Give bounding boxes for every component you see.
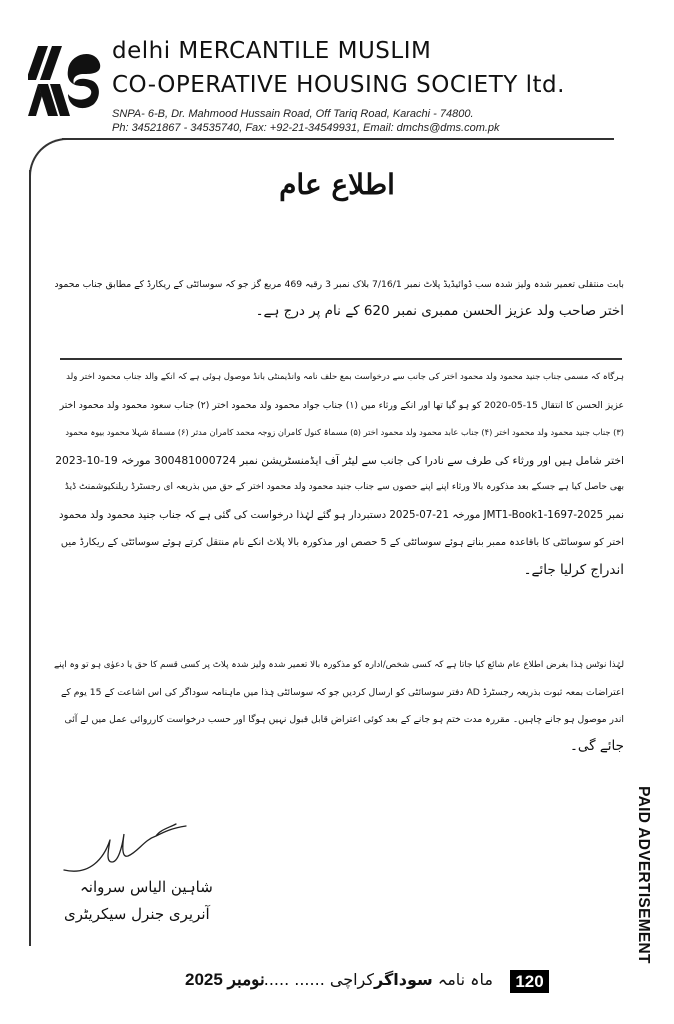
paragraph-line: عزیز الحسن کا انتقال 15-05-2020 کو ہو گیا تھا اور انکے ورثاء میں (۱) جناب جواد محمود ولد محمود اختر (۲) جناب سعود محمود ولد محمود اختر: [59, 399, 624, 411]
org-contact: Ph: 34521867 - 34535740, Fax: +92-21-34549931, Email: dmchs@dms.com.pk: [112, 122, 500, 134]
paragraph-line: اختر شامل ہیں اور ورثاء کی طرف سے نادرا کی جانب سے لیٹر آف ایڈمنسٹریشن نمبر 300481000724 مورخہ 19-10-2023: [55, 453, 624, 467]
magazine-city: کراچی: [329, 970, 374, 989]
org-address-block: [112, 107, 500, 135]
magazine-prefix: ماہ نامہ: [437, 970, 493, 989]
issue-year: 2025: [185, 970, 223, 989]
paragraph-line: ہرگاہ کہ مسمی جناب جنید محمود ولد محمود اختر کی جانب سے درخواست بمع حلف نامہ وانڈیمنٹی بانڈ موصول ہوئی ہے کہ انکے والد جناب محمود اختر ولد: [66, 372, 624, 382]
paragraph-line: لہٰذا نوٹس ہٰذا بغرض اطلاع عام شائع کیا جاتا ہے کہ کسی شخص/ادارہ کو مذکورہ بالا تعمیر شدہ ولیز شدہ پلاٹ پر کسی قسم کا حق یا دعوٰی ہو تو وہ اپنے: [54, 660, 624, 670]
magazine-name: سوداگر: [374, 970, 433, 989]
footer-dots: ...... ......: [258, 970, 325, 989]
org-name-line2: CO-OPERATIVE HOUSING SOCIETY ltd.: [112, 72, 565, 98]
paragraph-line: اختر صاحب ولد عزیز الحسن ممبری نمبر 620 کے نام پر درج ہے۔: [255, 303, 624, 319]
frame-left-line: [29, 170, 31, 946]
paragraph-line: بھی حاصل کیا ہے جسکے بعد مذکورہ بالا ورثاء اپنے اپنے حصوں سے جناب جنید محمود ولد محمود اختر کے حق میں بذریعہ ای رجسٹرڈ ریلنکیوشمنٹ ڈیڈ: [64, 482, 624, 492]
paragraph-line: (۳) جناب جنید محمود ولد محمود اختر (۴) جناب عابد محمود ولد محمود اختر (۵) مسماۃ کنول کامران زوجہ محمد کامران مدثر (۶) مسماۃ شہلا محمود بیوہ محمود: [65, 427, 624, 437]
logo-swirl: [68, 54, 101, 108]
paragraph-line: جائے گی۔: [569, 738, 624, 754]
notice-paragraph-details: [52, 364, 624, 584]
paragraph-line: اختر کو سوسائٹی کا باقاعدہ ممبر بناتے ہوئے سوسائٹی کے 5 حصص اور مذکورہ بالا پلاٹ انکے نام منتقل کرتے ہوئے سوسائٹی کے ریکارڈ میں: [60, 537, 624, 548]
signature-mark: [60, 818, 190, 878]
issue-month: نومبر: [227, 970, 265, 989]
signatory-name: شاہین الیاس سروانہ: [80, 878, 213, 896]
paragraph-line: اعتراضات بمعہ ثبوت بذریعہ رجسٹرڈ AD دفتر سوسائٹی کو ارسال کردیں جو کہ سوسائٹی ہٰذا میں ماہنامہ سوداگر کی اس اشاعت کے 15 یوم کے: [60, 687, 624, 698]
org-name-line1: delhi MERCANTILE MUSLIM: [112, 38, 432, 64]
side-label-text: PAID ADVERTISEMENT: [635, 786, 652, 964]
signatory-designation: آنریری جنرل سیکریٹری: [64, 905, 210, 923]
frame-top-line: [62, 138, 614, 140]
section-divider: [60, 358, 622, 360]
page-number-badge: 120: [510, 970, 549, 993]
footer-issue-date: [185, 970, 265, 990]
notice-paragraph-subject: [52, 272, 624, 324]
footer-magazine-title: [255, 970, 493, 989]
paragraph-line: اندر موصول ہو جانے چاہیں۔ مقررہ مدت ختم ہو جانے کے بعد کوئی اعتراض قابل قبول نہیں ہوگا اور حسب درخواست کارروائی عمل میں لے آئی: [64, 714, 624, 725]
society-logo: [28, 44, 106, 118]
paragraph-line: اندراج کرلیا جائے۔: [523, 561, 624, 578]
paragraph-line: نمبر 2025-JMT1-Book1-1697 مورخہ 21-07-2025 دستبردار ہو گئے لہٰذا درخواست کی گئی ہے کہ جناب جنید محمود ولد محمود: [58, 508, 624, 521]
notice-title: اطلاع عام: [279, 168, 395, 201]
notice-paragraph-objections: [52, 652, 624, 760]
org-address: SNPA- 6-B, Dr. Mahmood Hussain Road, Off Tariq Road, Karachi - 74800.: [112, 108, 474, 120]
paid-advertisement-label: [628, 786, 658, 964]
paragraph-line: بابت منتقلی تعمیر شدہ ولیز شدہ سب ڈوائیڈیڈ پلاٹ نمبر 7/16/1 بلاک نمبر 3 رقبہ 469 مربع گز جو کہ سوسائٹی کے ریکارڈ کے مطابق جناب محمود: [54, 279, 624, 290]
